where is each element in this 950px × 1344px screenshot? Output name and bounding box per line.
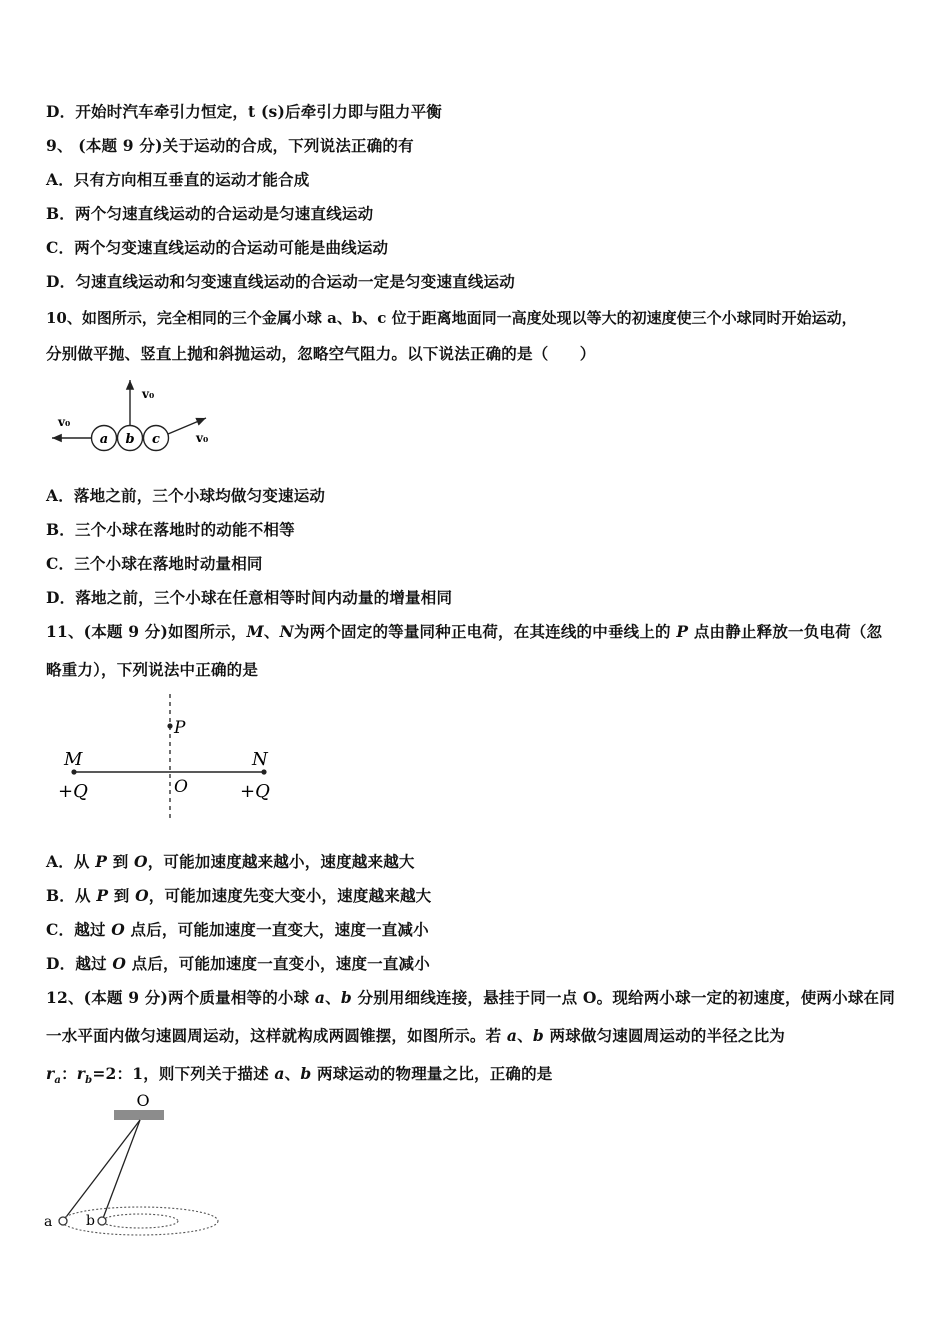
ball-a — [59, 1217, 67, 1225]
label-p: P — [174, 718, 186, 738]
q10-option-a-text: A．落地之前，三个小球均做匀变速运动 — [46, 486, 326, 505]
q9-option-d-text: D．匀速直线运动和匀变速直线运动的合运动一定是匀变速直线运动 — [46, 272, 515, 291]
q12-stem3-t1: =2：1，则下列关于描述 — [92, 1064, 275, 1083]
q11-stem-sep: 、 — [263, 622, 280, 641]
q12-stem2-t2: 两球做匀速圆周运动的半径之比为 — [543, 1026, 786, 1045]
q11-option-a-s2: O — [134, 852, 148, 871]
label-v-left: v₀ — [58, 415, 71, 429]
label-n: N — [252, 749, 268, 770]
q9-stem-text: 9、 (本题 9 分)关于运动的合成，下列说法正确的有 — [46, 136, 414, 155]
q10-stem-text2: 分别做平抛、竖直上抛和斜抛运动，忽略空气阻力。以下说法正确的是（ ） — [46, 344, 596, 363]
q9-option-a — [46, 170, 309, 190]
q10-option-c-text: C．三个小球在落地时动量相同 — [46, 554, 263, 573]
label-c: c — [152, 432, 160, 447]
q12-stem3-sep: 、 — [284, 1064, 301, 1083]
label-qm: +Q — [58, 781, 88, 802]
q12-stem3-t2: 两球运动的物理量之比，正确的是 — [311, 1064, 553, 1083]
q11-stem-text2: 略重力），下列说法中正确的是 — [46, 660, 259, 679]
q12-stem1-t1: 12、(本题 9 分)两个质量相等的小球 — [46, 988, 315, 1007]
label-o: O — [174, 777, 188, 797]
label-qn: +Q — [240, 781, 270, 802]
q9-option-d — [46, 272, 515, 292]
q11-option-d — [46, 954, 430, 974]
string-a — [63, 1120, 140, 1221]
q11-option-d-s1: O — [112, 954, 127, 973]
q9-option-a-text: A．只有方向相互垂直的运动才能合成 — [46, 170, 310, 189]
q9-stem — [46, 136, 414, 156]
q11-option-b-s1: P — [96, 886, 109, 905]
q11-option-b — [46, 886, 431, 906]
q10-figure — [44, 374, 224, 454]
q11-option-b-s2: O — [135, 886, 149, 905]
q11-option-a-t2: 到 — [107, 852, 134, 871]
q11-stem-P: P — [676, 622, 689, 641]
q9-option-c — [46, 238, 388, 258]
q11-option-c — [46, 920, 429, 940]
q11-stem-line2 — [46, 660, 258, 680]
q8-option-d-text: D．开始时汽车牵引力恒定，t (s)后牵引力即与阻力平衡 — [46, 102, 442, 121]
point-p-dot — [167, 723, 172, 728]
suspension-bar — [114, 1110, 164, 1120]
q12-stem2-b: b — [532, 1026, 544, 1045]
q12-stem2-a: a — [506, 1026, 518, 1045]
label-m: M — [64, 749, 83, 770]
q10-option-b — [46, 520, 295, 540]
label-v-right: v₀ — [196, 431, 209, 445]
q12-stem-line3 — [46, 1064, 553, 1091]
q12-ratio-sub-a: a — [54, 1075, 62, 1087]
q10-option-a — [46, 486, 325, 506]
q12-stem-line1 — [46, 988, 895, 1008]
q11-option-c-s1: O — [111, 920, 125, 939]
q11-option-a-t3: ，可能加速度越来越小，速度越来越大 — [147, 852, 415, 871]
q11-option-a — [46, 852, 415, 872]
q12-stem1-t2: 分别用细线连接，悬挂于同一点 O。现给两小球一定的初速度，使两小球在同 — [351, 988, 895, 1007]
q12-stem2-sep: 、 — [517, 1026, 533, 1045]
label-b: b — [86, 1213, 95, 1229]
q12-stem3-b: b — [300, 1064, 312, 1083]
q12-stem1-a: a — [314, 988, 326, 1007]
q12-stem3-a: a — [274, 1064, 285, 1083]
label-a: a — [99, 432, 109, 447]
q12-ratio-sub-b: b — [85, 1075, 93, 1087]
q12-stem1-sep: 、 — [325, 988, 341, 1007]
charge-m-dot — [71, 769, 76, 774]
q12-ratio-colon: ： — [61, 1064, 77, 1083]
q11-stem-text1a: 11、(本题 9 分)如图所示， — [46, 622, 247, 641]
charge-n-dot — [261, 769, 266, 774]
label-a: a — [44, 1214, 53, 1230]
q10-option-c — [46, 554, 263, 574]
q12-stem2-t1: 一水平面内做匀速圆周运动，这样就构成两圆锥摆，如图所示。若 — [46, 1026, 507, 1045]
q11-stem-M: M — [246, 622, 264, 641]
q12-ratio-r1: r — [46, 1064, 55, 1083]
q11-figure — [50, 690, 290, 820]
q9-option-b-text: B．两个匀速直线运动的合运动是匀速直线运动 — [46, 204, 374, 223]
q10-stem-text1: 10、如图所示，完全相同的三个金属小球 a、b、c 位于距离地面同一高度处现以等大的初速度使三个小球同时开始运动， — [46, 309, 857, 327]
q11-option-d-t1: D．越过 — [46, 954, 113, 973]
q10-option-d — [46, 588, 452, 608]
q11-option-b-t2: 到 — [108, 886, 136, 905]
q12-figure — [36, 1090, 236, 1240]
q11-stem-N: N — [279, 622, 294, 641]
q9-option-c-text: C．两个匀变速直线运动的合运动可能是曲线运动 — [46, 238, 389, 257]
q8-option-d — [46, 102, 442, 122]
q11-option-b-t3: ，可能加速度先变大变小，速度越来越大 — [148, 886, 432, 905]
q11-option-a-t1: A．从 — [46, 852, 96, 871]
ball-b — [98, 1217, 106, 1225]
q11-stem-text1b: 为两个固定的等量同种正电荷，在其连线的中垂线上的 — [293, 622, 677, 641]
q12-stem1-b: b — [340, 988, 352, 1007]
q11-stem-text1c: 点由静止释放一负电荷（忽 — [688, 622, 883, 641]
q10-stem-line1 — [46, 308, 857, 328]
orbit-b — [102, 1214, 178, 1228]
q12-ratio-r2: r — [76, 1064, 86, 1083]
q11-option-a-s1: P — [95, 852, 108, 871]
q11-option-c-t1: C．越过 — [46, 920, 112, 939]
q11-option-c-t2: 点后，可能加速度一直变大，速度一直减小 — [124, 920, 429, 939]
label-o: O — [136, 1091, 150, 1110]
q11-option-b-t1: B．从 — [46, 886, 97, 905]
q12-stem-line2 — [46, 1026, 785, 1046]
q11-stem-line1 — [46, 622, 882, 642]
q10-stem-line2 — [46, 344, 596, 364]
q9-option-b — [46, 204, 373, 224]
q10-option-d-text: D．落地之前，三个小球在任意相等时间内动量的增量相同 — [46, 588, 453, 607]
label-b: b — [125, 432, 135, 447]
q11-option-d-t2: 点后，可能加速度一直变小，速度一直减小 — [126, 954, 430, 973]
label-v-up: v₀ — [142, 387, 155, 401]
string-b — [102, 1120, 140, 1221]
q10-option-b-text: B．三个小球在落地时的动能不相等 — [46, 520, 295, 539]
